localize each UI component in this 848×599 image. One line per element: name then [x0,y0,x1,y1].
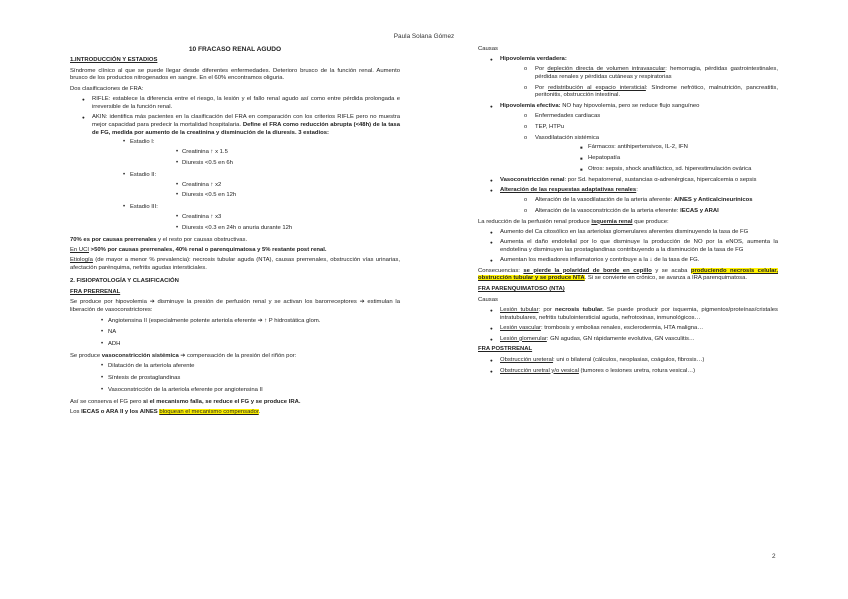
ieca-pre: Los [70,408,82,415]
page-number: 2 [772,553,776,560]
conserva-bold: si el mecanismo falla, se reduce el FG y se produce IRA. [143,398,301,405]
hv-pre: Por [535,84,549,91]
alteracion-sublist [500,197,778,216]
causes-rest: y el resto por causas obstructivas. [156,236,248,243]
vasodilatacion-label: Vasodilatación sistémica [535,134,600,141]
causes-bold: 70% es por causas prerrenales [70,236,157,243]
alt1-bold: AINES y Anticalcineurínicos [673,196,753,203]
stage-criteria [130,149,400,168]
ieca-paragraph [70,409,400,417]
conseq-highlight: produciendo necrosis celular, obstrucción tubular y se produce NTA [478,267,778,282]
paren-label: Lesión tubular [500,307,539,314]
compensation-item: • Vasoconstricción de la arteriola eferente por angiotensina II [70,387,400,395]
vasodil-item: ■ Hepatopatía [535,155,778,163]
vasoconstriccion-renal-item [478,177,778,185]
hipovolemia-paragraph: Se produce por hipovolemia ➔ disminuye la presión de perfusión renal y se activan los barorreceptores ➔ estimulan la liberación de vasoconstrictores: [70,299,400,314]
criterion: • Diuresis <0.5 en 12h [130,192,400,200]
vasoconstrictor-item: • ADH [70,341,400,349]
isquemia-item: ● Aumenta el daño endotelial por lo que disminuye la producción de NO por la eNOS, aumenta la endotelina y disminuyen las prostaglandinas contribuyendo a la disminución de la tasa de FG [478,239,778,255]
hv-subitem [500,66,778,82]
hipovolemia-efectiva-item [478,103,778,174]
rifle-item: ● RIFLE: establece la diferencia entre el riesgo, la lesión y el fallo renal agudo así como entre pérdida prolongada e irreversible de la función renal. [70,96,400,112]
classification-list [70,96,400,233]
stage-list [92,139,400,232]
post-label: Obstrucción ureteral [500,357,554,364]
ieca-highlight: bloquean el mecanismo compensador [159,408,259,415]
compensation-list [70,363,400,394]
paren-item [478,307,778,323]
hv-sublist [500,66,778,100]
causas-label-2: Causas [478,296,498,303]
classification-intro: Dos clasificaciones de FRA: [70,85,144,92]
akin-text: AKIN: identifica más pacientes en la clasificación del FRA en comparación con los criterios RIFLE pero no muestra mejor capacidad para predecir la mortalidad hospitalaria. [92,114,400,128]
paren-bold: necrosis tubular. [555,307,604,314]
criterion: • Creatinina ↑ x 1.5 [130,149,400,157]
conseq-bold: se pierde la polaridad de borde en cepillo [523,267,652,274]
right-column [478,46,778,378]
akin-item [70,114,400,233]
vaso-post: ➔ compensación de la presión del riñón por: [178,352,297,359]
vasoconstrictor-list [70,318,400,349]
alteracion-label: Alteración de las respuestas adaptativas renales [500,187,637,194]
vaso-bold: vasoconstricción sistémica [101,352,179,359]
he-sublist [500,113,778,174]
conserva-paragraph [70,399,400,407]
vasoconstriction-paragraph [70,353,400,361]
fisio-heading: 2. FISIOPATOLOGÍA Y CLASIFICACIÓN [70,277,179,284]
hv-pre: Por [535,66,548,73]
uci-label: En UCI [70,246,89,253]
vasodil-item: ■ Otros: sepsis, shock anafiláctico, sd. hiperestimulación ovárica [535,166,778,174]
intro-paragraph: Síndrome clínico al que se puede llegar desde diferentes enfermedades. Deterioro brusco de la función renal. Aumento brusco de los productos nitrogenados en sangre. En el 60% encontramos oliguria. [70,67,400,82]
stage-item [92,139,400,167]
ieca-bold: IECAS o ARA II y los AINES [81,408,158,415]
etiology-text: (de mayor a menor % prevalencia): necrosis tubular aguda (NTA), causas prerrenales, obstrucción vías urinarias, afectación parénquima, nefritis agudas intersticiales. [70,257,400,272]
postrrenal-list [478,357,778,375]
paren-mid: : trombosis y embolias renales, esclerodermia, HTA maligna… [540,325,704,332]
alteracion-end: : [636,187,638,194]
vasoconstriccion-renal: Vasoconstricción renal [500,176,565,183]
consecuencias-paragraph [478,268,778,284]
etiology-label: Etiología [70,257,93,264]
hv-post: : Síndrome nefrótico, malnutrición, pancreatitis, peritonitis, obstrucción intestinal. [535,84,778,99]
hv-underlined: depleción directa de volumen intravascular [547,66,666,73]
vasoconstrictor-item: • Angiotensina II (especialmente potente arteriola eferente ➔ ↑ P hidrostática glom. [70,318,400,326]
compensation-item: • Dilatación de la arteriola aferente [70,363,400,371]
post-text: (tumores o lesiones uretra, rotura vesical…) [578,367,696,374]
isquemia-post: que produce: [632,218,669,225]
isquemia-list [478,229,778,265]
isquemia-paragraph [478,219,778,227]
criterion: • Creatinina ↑ x2 [130,182,400,190]
uci-text: >50% por causas prerrenales, 40% renal o parenquimatosa y 5% restante post renal. [89,246,327,253]
author-header: Paula Solana Gómez [393,33,455,40]
isquemia-item: ● Aumento del Ca citosólico en las arteriolas glomerulares aferentes disminuyendo la tasa de FG [478,229,778,237]
he-subitem: o Enfermedades cardiacas [500,113,778,121]
stage-criteria [130,182,400,201]
stage-item [92,172,400,200]
alteracion-subitem [500,197,778,205]
parenquimatoso-list [478,307,778,343]
paren-label: Lesión glomerular [500,335,547,342]
ieca-end: . [258,408,261,415]
paren-item [478,336,778,344]
vasodil-item: ■ Fármacos: antihipertensivos, IL-2, IFN [535,144,778,152]
isquemia-underlined: isquemia renal [591,218,633,225]
stage-criteria [130,214,400,233]
paren-post: Se puede producir por isquemia, pigmentos/proteínas/cristales intratubulares, nefritis tubulointersticial aguda, nefrotoxinas, inmunológicos… [500,307,778,322]
hv-underlined: redistribución al espacio intersticial [548,84,646,91]
conseq-post: . Si se convierte en crónico, se avanza a IRA parenquimatosa. [584,275,748,282]
causas-label: Causas [478,46,498,52]
vasoconstrictor-item: • NA [70,329,400,337]
post-text: : uni o bilateral (cálculos, neoplasias, coágulos, fibrosis…) [553,357,705,364]
he-subitem [500,135,778,174]
left-column [70,46,400,419]
stage-item [92,204,400,232]
conseq-pre: Consecuencias: [478,267,524,274]
post-item [478,357,778,365]
alteracion-item [478,187,778,215]
hv-subitem [500,85,778,101]
paren-label: Lesión vascular [500,325,541,332]
alteracion-subitem [500,208,778,216]
document-title: 10 FRACASO RENAL AGUDO [188,46,282,53]
post-label: Obstrucción uretral y/o vesical [500,367,579,374]
conseq-mid: y se acaba [651,267,691,274]
uci-paragraph [70,247,400,255]
isquemia-pre: La reducción de la perfusión renal produce [478,218,592,225]
alt1-pre: Alteración de la vasodilatación de la arteria aferente: [535,196,674,203]
vasoconstriccion-renal-rest: : por Sd. hepatorrenal, sustancias α-adrenérgicas, hipercalcemia o sepsis [564,176,757,183]
prerrenal-causes-list [478,56,778,215]
intro-heading: 1.INTRODUCCIÓN Y ESTADIOS [70,56,158,63]
hipovolemia-efectiva: Hipovolemia efectiva: [500,103,561,110]
fra-prerrenal-heading: FRA PRERRENAL [70,288,121,295]
criterion: • Diuresis <0.5 en 6h [130,160,400,168]
conserva-pre: Así se conserva el FG pero [70,398,144,405]
criterion: • Diuresis <0.3 en 24h o anuria durante 12h [130,225,400,233]
hipovolemia-verdadera: Hipovolemia verdadera: [500,56,567,63]
compensation-item: • Síntesis de prostaglandinas [70,375,400,383]
criterion: • Creatinina ↑ x3 [130,214,400,222]
stage-label: Estadio II: [130,171,157,178]
paren-mid: : GN agudas, GN rápidamente evolutiva, GN vasculitis… [546,335,695,342]
hv-post: : hemorragia, pérdidas gastrointestinales, pérdidas renales y pérdidas cutáneas y respiratorias [535,66,778,80]
akin-bold: Define el FRA como reducción abrupta (<48h) de la tasa de FG, medida por aumento de la creatinina y disminución de la diuresis. 3 estadios: [92,121,400,136]
vasodilatacion-list [535,144,778,173]
etiology-paragraph [70,257,400,273]
hipovolemia-efectiva-rest: NO hay hipovolemia, pero se reduce flujo sanguíneo [560,103,700,110]
alt2-pre: Alteración de la vasoconstricción de la arteria eferente: [535,207,681,214]
he-subitem: o TEP, HTPu [500,124,778,132]
paren-mid: : por [538,307,556,314]
stage-label: Estadio I: [130,139,155,146]
post-item [478,368,778,376]
isquemia-item: ● Aumentan los mediadores inflamatorios y contribuye a la ↓ de la tasa de FG. [478,257,778,265]
fra-postrrenal-heading: FRA POSTRRENAL [478,346,533,353]
stage-label: Estadio III: [130,204,158,211]
fra-parenquimatoso-heading: FRA PARENQUIMATOSO (NTA) [478,286,565,293]
vaso-pre: Se produce [70,352,102,359]
hipovolemia-verdadera-item [478,56,778,100]
alt2-bold: IECAS y ARAI [680,207,719,214]
causes-paragraph [70,237,400,245]
paren-item [478,325,778,333]
